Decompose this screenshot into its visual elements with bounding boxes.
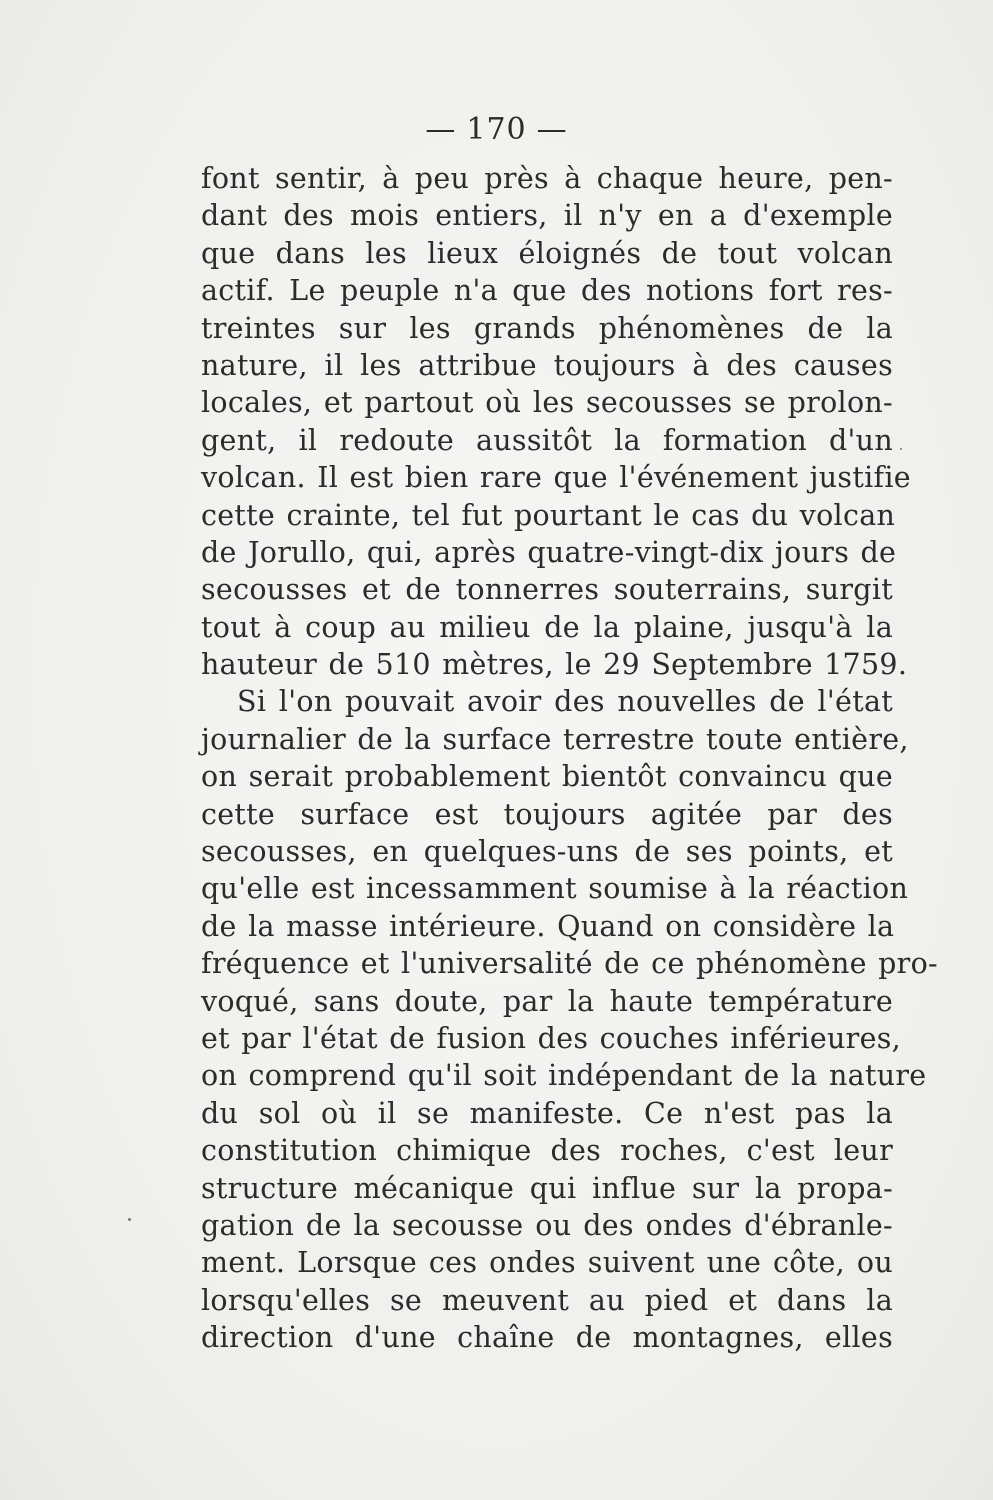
text-line: direction d'une chaîne de montagnes, elles [201,1321,893,1355]
text-line: cette surface est toujours agitée par des [201,797,893,831]
text-line: cette crainte, tel fut pourtant le cas du volcan [201,498,896,532]
folio-dash-left: — [425,112,457,147]
folio-dash-right: — [536,112,568,147]
text-line: treintes sur les grands phénomènes de la [201,311,893,345]
text-line: locales, et partout où les secousses se prolon- [201,386,893,420]
text-line: volcan. Il est bien rare que l'événement justifie [201,461,911,495]
text-line: journalier de la surface terrestre toute entière, [201,722,909,756]
paragraph-end-line: hauteur de 510 mètres, le 29 Septembre 1759. [201,648,908,682]
text-line: actif. Le peuple n'a que des notions fort res- [201,274,893,308]
page-number-header [0,112,993,147]
text-line: de la masse intérieure. Quand on considère la [201,909,895,943]
text-line: nature, il les attribue toujours à des causes [201,348,893,382]
text-line: on serait probablement bientôt convaincu que [201,760,893,794]
paper-speck [128,1218,131,1221]
text-line: dant des mois entiers, il n'y en a d'exemple [201,199,893,233]
text-line: et par l'état de fusion des couches inférieures, [201,1021,902,1055]
text-line: gent, il redoute aussitôt la formation d'un [201,423,893,457]
text-line: qu'elle est incessamment soumise à la réaction [201,872,909,906]
text-line: secousses et de tonnerres souterrains, surgit [201,573,893,607]
text-line: tout à coup au milieu de la plaine, jusqu'à la [201,610,893,644]
text-line: font sentir, à peu près à chaque heure, pen- [201,162,893,195]
paper-speck [900,448,902,450]
text-line: fréquence et l'universalité de ce phénomène pro- [201,947,938,981]
text-line: constitution chimique des roches, c'est leur [201,1134,893,1168]
text-line: du sol où il se manifeste. Ce n'est pas la [201,1096,893,1130]
text-line: structure mécanique qui influe sur la propa- [201,1171,893,1205]
text-line: voqué, sans doute, par la haute température [201,984,893,1018]
page-number: 170 [466,112,527,147]
text-line: on comprend qu'il soit indépendant de la nature [201,1059,927,1093]
text-line: ment. Lorsque ces ondes suivent une côte, ou [201,1246,893,1280]
text-line: que dans les lieux éloignés de tout volcan [201,236,893,270]
text-line: de Jorullo, qui, après quatre-vingt-dix jours de [201,535,897,569]
text-line: secousses, en quelques-uns de ses points, et [201,835,893,869]
paragraph-start-line: Si l'on pouvait avoir des nouvelles de l'état [237,685,893,719]
body-text [201,160,938,1357]
text-line: gation de la secousse ou des ondes d'ébranle- [201,1208,893,1242]
text-line: lorsqu'elles se meuvent au pied et dans la [201,1283,893,1317]
